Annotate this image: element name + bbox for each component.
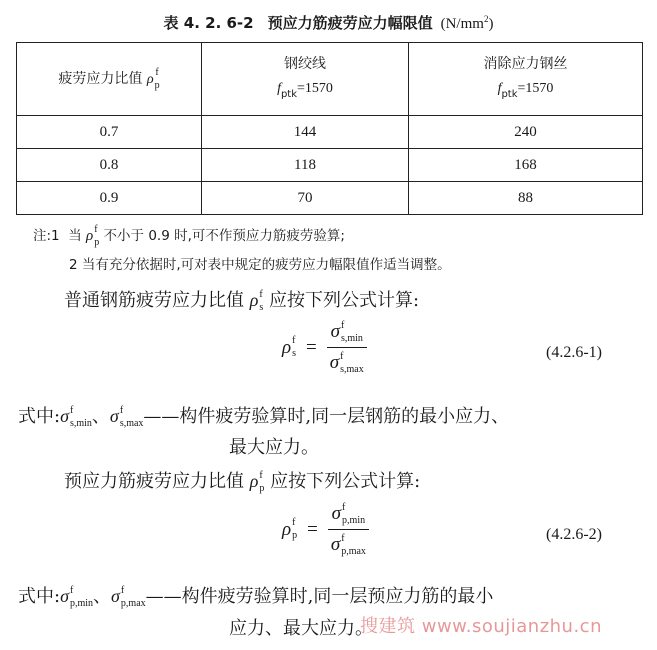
sigma-s-max-symbol: σ f s,max xyxy=(109,404,144,429)
table-row xyxy=(17,116,643,149)
table-unit: $(N/mm^2)$ xyxy=(440,14,494,32)
formula-4-2-6-2: ρ f p = σ f p,min σ f p,max xyxy=(282,502,369,557)
equation-number-2: (4.2.6-2) xyxy=(546,526,602,543)
formula2-numerator: σ f p,min xyxy=(331,501,366,526)
watermark: 搜建筑 www.soujianzhu.cn xyxy=(360,616,602,637)
formula-4-2-6-1: ρ f s = σ f s,min σ f s,max xyxy=(282,320,367,375)
rho-p-symbol: ρ f p xyxy=(146,66,160,91)
definition-steel-cont: 最大应力。 xyxy=(229,437,319,458)
note-1: 注:1 当 ρ f p 不小于 0.9 时,可不作预应力筋疲劳验算; xyxy=(33,223,345,248)
table-title xyxy=(0,12,657,33)
formula2-denominator: σ f p,max xyxy=(330,532,366,557)
formula2-lhs: ρ f p xyxy=(282,517,298,542)
header-ratio: 疲劳应力比值 ρ f p xyxy=(17,43,202,116)
cell-wire: 88 xyxy=(409,182,643,215)
note-2: 2 当有充分依据时,可对表中规定的疲劳应力幅限值作适当调整。 xyxy=(69,257,451,273)
sigma-s-min-symbol: σ f s,min xyxy=(60,404,92,429)
cell-strand: 144 xyxy=(202,116,409,149)
table-header-row xyxy=(17,43,643,116)
definition-steel: 式中:σ f s,min 、σ f s,max ——构件疲劳验算时,同一层钢筋的最小应力、 xyxy=(18,404,510,429)
cell-wire: 168 xyxy=(409,149,643,182)
paragraph-tendon-ratio: 预应力筋疲劳应力比值 ρ f p 应按下列公式计算: xyxy=(64,469,421,494)
formula2-fraction xyxy=(328,502,369,557)
cell-wire: 240 xyxy=(409,116,643,149)
wire-strength: $f_{ptk}=1570$ xyxy=(497,80,554,100)
equation-number-1: (4.2.6-1) xyxy=(546,344,602,361)
formula1-numerator: σ f s,min xyxy=(330,319,363,344)
definition-tendon: 式中:σ f p,min 、σ f p,max ——构件疲劳验算时,同一层预应力筋的最小 xyxy=(18,584,494,609)
cell-strand: 70 xyxy=(202,182,409,215)
cell-strand: 118 xyxy=(202,149,409,182)
cell-ratio: 0.7 xyxy=(17,116,202,149)
strand-strength: $f_{ptk}=1570$ xyxy=(277,80,333,100)
table-row xyxy=(17,149,643,182)
formula1-denominator: σ f s,max xyxy=(329,350,364,375)
cell-ratio: 0.9 xyxy=(17,182,202,215)
cell-ratio: 0.8 xyxy=(17,149,202,182)
table-title-text: 预应力筋疲劳应力幅限值 xyxy=(267,14,433,32)
rho-s-symbol: ρ f s xyxy=(249,288,264,313)
header-wire: 消除应力钢丝 $f_{ptk}=1570$ xyxy=(409,43,643,116)
formula1-lhs: ρ f s xyxy=(282,335,297,360)
header-strand: 钢绞线 $f_{ptk}=1570$ xyxy=(202,43,409,116)
fatigue-stress-table xyxy=(16,42,643,215)
paragraph-steel-ratio: 普通钢筋疲劳应力比值 ρ f s 应按下列公式计算: xyxy=(64,288,420,313)
rho-p-symbol: ρ f p xyxy=(249,469,265,494)
formula1-fraction xyxy=(327,320,367,375)
rho-p-symbol: ρ f p xyxy=(86,223,100,248)
sigma-p-min-symbol: σ f p,min xyxy=(60,584,94,609)
table-id: 表 4. 2. 6-2 xyxy=(163,14,254,32)
definition-tendon-cont: 应力、最大应力。 xyxy=(229,618,373,639)
sigma-p-max-symbol: σ f p,max xyxy=(111,584,146,609)
table-row xyxy=(17,182,643,215)
